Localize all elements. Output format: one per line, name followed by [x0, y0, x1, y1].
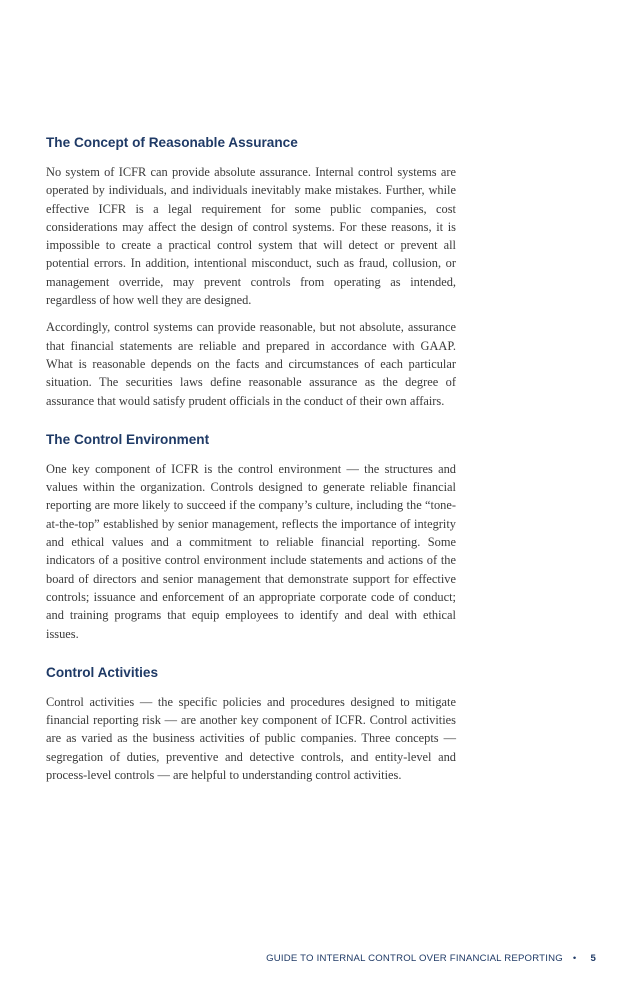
section-control-activities	[46, 664, 456, 784]
page-number: 5	[590, 953, 596, 964]
page-body	[46, 134, 456, 805]
section-control-environment	[46, 431, 456, 643]
section-heading: The Concept of Reasonable Assurance	[46, 135, 298, 150]
section-heading: Control Activities	[46, 664, 159, 680]
footer-title: GUIDE TO INTERNAL CONTROL OVER FINANCIAL REPORTING	[266, 953, 563, 964]
footer-bullet: •	[572, 953, 577, 964]
section-heading: The Control Environment	[46, 431, 210, 447]
section-reasonable-assurance	[46, 134, 456, 410]
page-footer	[0, 953, 596, 964]
paragraph: No system of ICFR can provide absolute assurance. Internal control systems are operated by individuals, and individuals inevitably make mistakes. Further, while effective ICFR is a legal requirement for some public companies, cost considerations may affect the design of control systems. For these reasons, it is impossible to create a practical control system that will detect or prevent all potential errors. In addition, intentional misconduct, such as fraud, collusion, or management override, may prevent controls from operating as intended, regardless of how well they are designed.	[46, 165, 456, 308]
paragraph: Control activities — the specific policies and procedures designed to mitigate financial reporting risk — are another key component of ICFR. Control activities are as varied as the business activities of public companies. Three concepts — segregation of duties, preventive and detective controls, and entity-level and process-level controls — are helpful to understanding control activities.	[46, 694, 456, 783]
paragraph: Accordingly, control systems can provide reasonable, but not absolute, assurance that financial statements are reliable and prepared in accordance with GAAP. What is reasonable depends on the facts and circumstances of each particular situation. The securities laws define reasonable assurance as the degree of assurance that would satisfy prudent officials in the conduct of their own affairs.	[46, 320, 456, 408]
paragraph: One key component of ICFR is the control environment — the structures and values within the organization. Controls designed to generate reliable financial reporting are more likely to succeed if the company’s culture, including the “tone-at-the-top” established by senior management, reflects the importance of integrity and ethical values and a commitment to reliable financial reporting. Some indicators of a positive control environment include statements and actions of the board of directors and senior management that demonstrate support for effective controls; issuance and enforcement of an appropriate corporate code of conduct; and training programs that equip employees to identify and deal with ethical issues.	[46, 461, 456, 641]
